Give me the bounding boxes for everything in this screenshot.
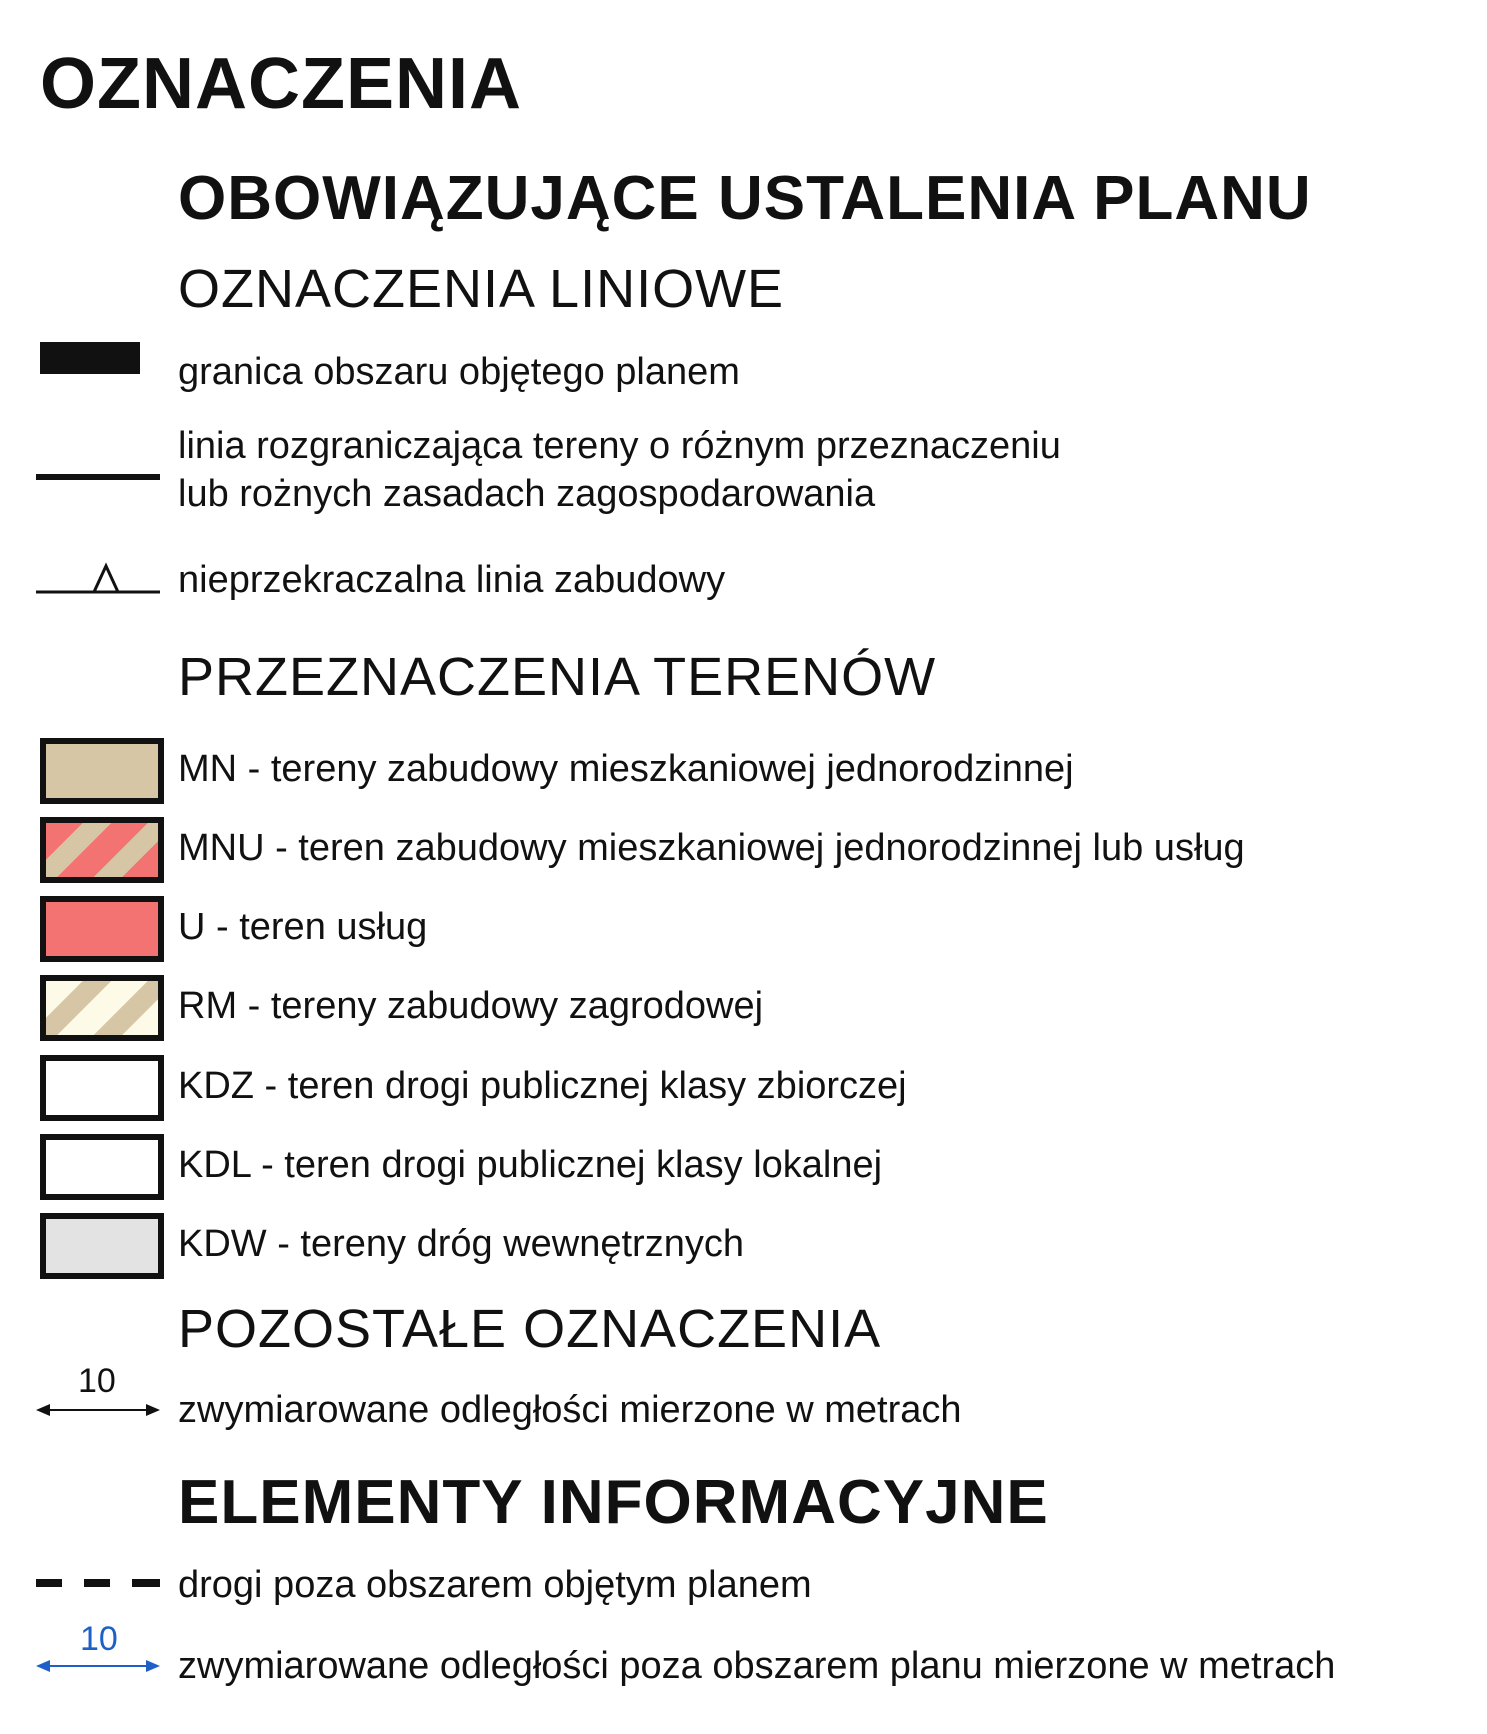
linear-item-label: linia rozgraniczająca tereny o różnym przeznaczeniu [178, 425, 1061, 467]
rm-swatch [40, 975, 164, 1041]
kdw-swatch [40, 1213, 164, 1279]
thick-black-line-icon [40, 342, 140, 374]
land-use-label: U - teren usług [178, 906, 428, 948]
other-item-label: zwymiarowane odległości mierzone w metrach [178, 1389, 962, 1431]
dimension-arrow-icon [36, 1400, 160, 1420]
solid-line-icon [36, 474, 160, 480]
kdl-swatch [40, 1134, 164, 1200]
legend-title: OZNACZENIA [40, 44, 522, 124]
dimension-value: 10 [78, 1362, 116, 1400]
blue-dimension-arrow-icon [36, 1656, 160, 1676]
linear-item-label: nieprzekraczalna linia zabudowy [178, 559, 726, 601]
land-use-label: KDZ - teren drogi publicznej klasy zbiorczej [178, 1065, 907, 1107]
land-use-heading: PRZEZNACZENIA TERENÓW [178, 647, 937, 707]
informational-item-label: zwymiarowane odległości poza obszarem planu mierzone w metrach [178, 1645, 1336, 1687]
land-use-label: RM - tereny zabudowy zagrodowej [178, 985, 764, 1027]
land-use-label: KDW - tereny dróg wewnętrznych [178, 1223, 744, 1265]
blue-dimension-value: 10 [80, 1620, 118, 1658]
informational-item-label: drogi poza obszarem objętym planem [178, 1564, 812, 1606]
land-use-label: MNU - teren zabudowy mieszkaniowej jednorodzinnej lub usług [178, 827, 1245, 869]
triangle-line-icon [36, 558, 160, 598]
linear-heading: OZNACZENIA LINIOWE [178, 259, 785, 319]
linear-item-label: granica obszaru objętego planem [178, 351, 740, 393]
land-use-label: MN - tereny zabudowy mieszkaniowej jednorodzinnej [178, 748, 1074, 790]
informational-heading: ELEMENTY INFORMACYJNE [178, 1468, 1049, 1537]
other-heading: POZOSTAŁE OZNACZENIA [178, 1299, 882, 1359]
dashed-line-icon [36, 1576, 160, 1590]
kdz-swatch [40, 1055, 164, 1121]
land-use-label: KDL - teren drogi publicznej klasy lokalnej [178, 1144, 883, 1186]
mnu-swatch [40, 817, 164, 883]
binding-heading: OBOWIĄZUJĄCE USTALENIA PLANU [178, 164, 1312, 233]
mn-swatch [40, 738, 164, 804]
linear-item-label: lub rożnych zasadach zagospodarowania [178, 473, 876, 515]
u-swatch [40, 896, 164, 962]
